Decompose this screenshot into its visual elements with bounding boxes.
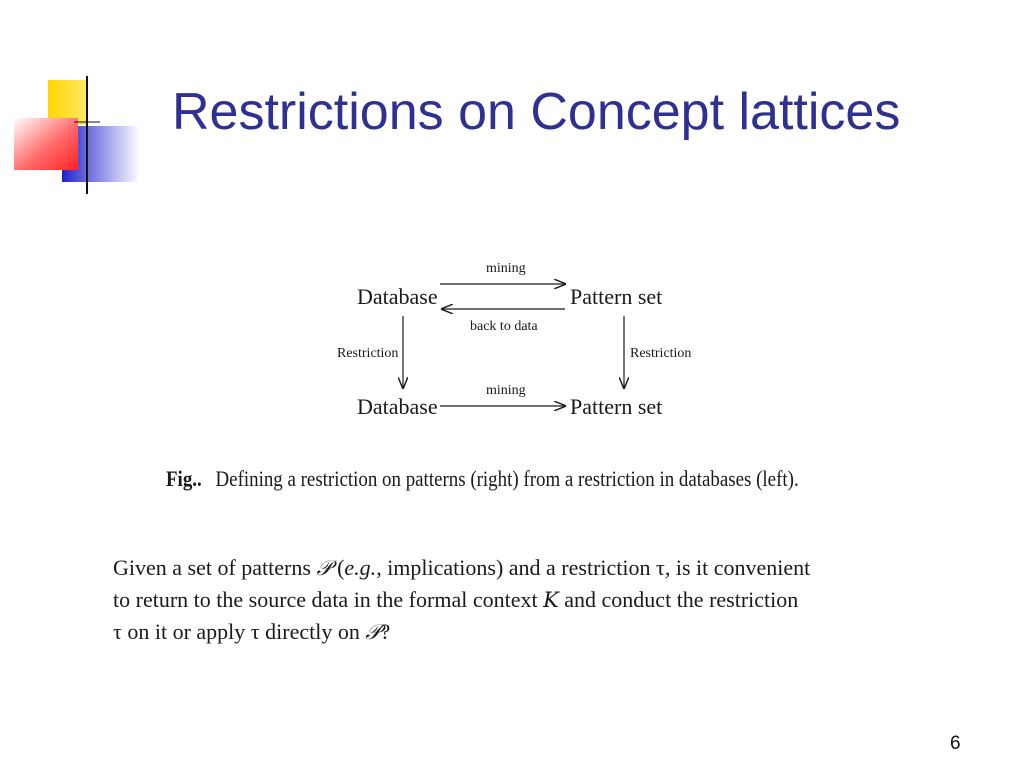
paragraph-line-1: [113, 552, 903, 584]
mining-label-bottom: mining: [486, 383, 526, 398]
text-run: , is it convenient: [664, 555, 811, 580]
math-symbol-tau: τ: [113, 619, 122, 644]
paragraph-line-3: [113, 616, 903, 648]
slide-logo-icon: [0, 0, 150, 200]
node-pattern-set-top: Pattern set: [570, 284, 663, 309]
text-run: , implications) and a restriction: [376, 555, 656, 580]
text-run: directly on: [259, 619, 366, 644]
body-paragraph: [113, 552, 903, 648]
figure-caption-text: Defining a restriction on patterns (right) from a restriction in databases (left).: [215, 466, 799, 491]
text-run: Given a set of patterns: [113, 555, 317, 580]
math-symbol-P: 𝒫: [316, 556, 332, 580]
restriction-diagram: [320, 250, 720, 430]
text-run-italic: e.g.: [344, 555, 377, 580]
text-run: on it or apply: [121, 619, 251, 644]
paragraph-line-2: [113, 584, 903, 616]
restriction-label-right: Restriction: [630, 346, 692, 361]
mining-label-top: mining: [486, 261, 526, 276]
text-run: and conduct the restriction: [558, 587, 799, 612]
page-title: Restrictions on Concept lattices: [172, 83, 901, 141]
text-run: to return to the source data in the formal context: [113, 587, 544, 612]
text-run: ?: [380, 619, 391, 644]
restriction-label-left: Restriction: [337, 346, 399, 361]
back-to-data-label: back to data: [470, 319, 538, 334]
math-symbol-tau: τ: [656, 555, 665, 580]
node-pattern-set-bottom: Pattern set: [570, 394, 663, 419]
node-database-bottom: Database: [357, 394, 438, 419]
math-symbol-K: K: [543, 588, 559, 612]
page-number: 6: [950, 733, 961, 754]
text-run: (: [331, 555, 345, 580]
math-symbol-P: 𝒫: [365, 620, 381, 644]
figure-caption: [166, 466, 799, 492]
math-symbol-tau: τ: [250, 619, 260, 644]
figure-label: Fig..: [166, 466, 202, 491]
node-database-top: Database: [357, 284, 438, 309]
